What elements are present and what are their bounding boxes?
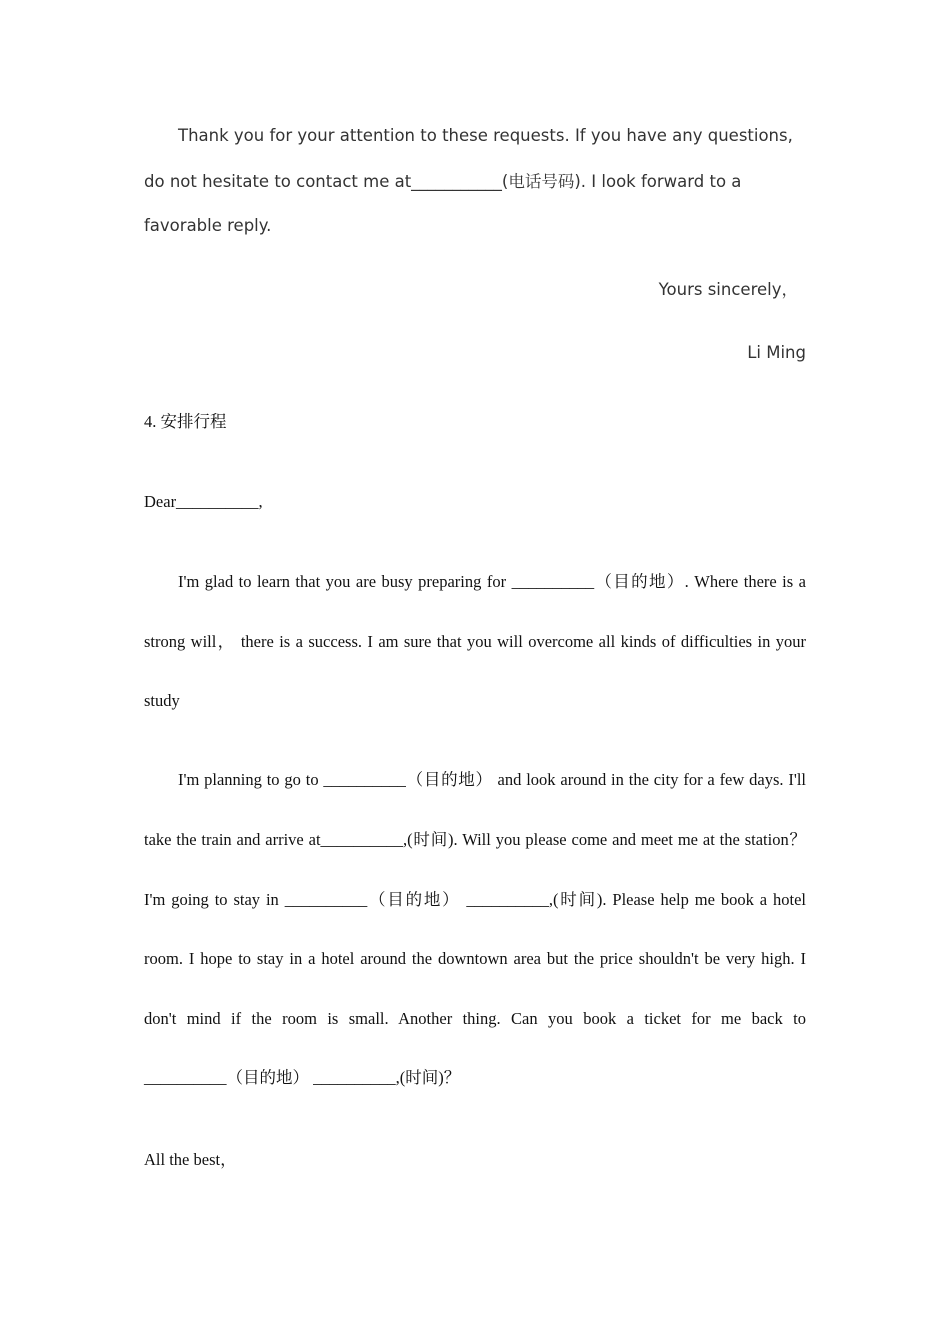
section4-paragraph1-line-2: strong will， there is a success. I am sure that you will overcome all kinds of difficulties in your	[144, 632, 806, 651]
letter1-signature: Li Ming	[747, 343, 806, 362]
section4-greeting: Dear__________,	[144, 492, 263, 511]
section4-closing: All the best，	[144, 1150, 237, 1169]
letter1-paragraph-line-3: favorable reply.	[144, 216, 272, 235]
section4-paragraph2-line-5: don't mind if the room is small. Another thing. Can you book a ticket for me back to	[144, 1009, 806, 1028]
letter1-paragraph-line-1: Thank you for your attention to these requests. If you have any questions,	[178, 126, 793, 145]
letter1-paragraph-line-2: do not hesitate to contact me at___________(电话号码). I look forward to a	[144, 172, 742, 191]
letter1-closing: Yours sincerely，	[658, 280, 798, 299]
section4-paragraph2-line-2: take the train and arrive at__________,(时间). Will you please come and meet me at the station？	[144, 830, 806, 849]
section4-paragraph1-line-1: I'm glad to learn that you are busy preparing for __________（目的地）. Where there is a	[178, 572, 806, 591]
section4-paragraph2-line-3: I'm going to stay in __________（目的地） __________,(时间). Please help me book a hotel	[144, 890, 806, 909]
section4-paragraph2-line-6: __________（目的地） __________,(时间)？	[144, 1068, 461, 1087]
section4-heading: 4. 安排行程	[144, 412, 227, 431]
section4-paragraph2-line-1: I'm planning to go to __________（目的地） and look around in the city for a few days. I'll	[178, 770, 806, 789]
section4-paragraph2-line-4: room. I hope to stay in a hotel around the downtown area but the price shouldn't be very high. I	[144, 949, 806, 968]
section4-paragraph1-line-3: study	[144, 691, 180, 710]
